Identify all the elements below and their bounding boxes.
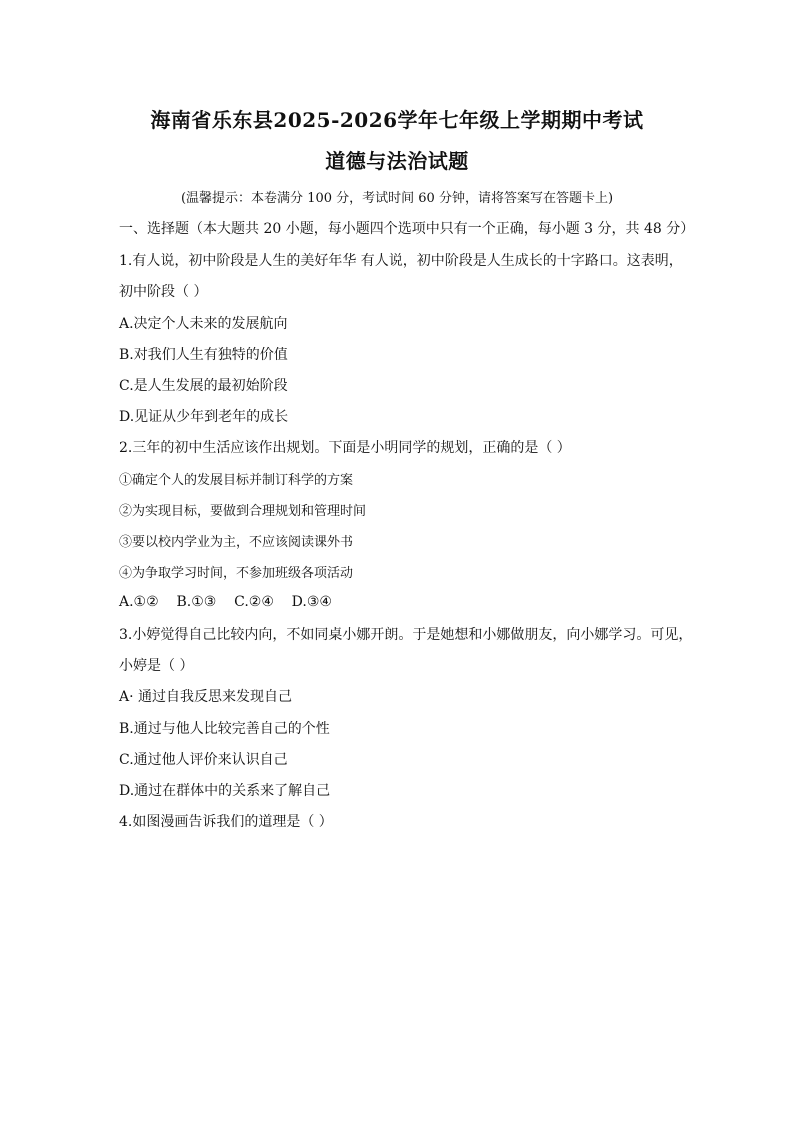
question-2-item-2: ②为实现目标，要做到合理规划和管理时间 xyxy=(119,504,367,519)
exam-subject: 道德与法治试题 xyxy=(325,149,469,173)
question-3-option-d: D.通过在群体中的关系来了解自己 xyxy=(119,783,331,799)
question-1-stem: 1.有人说，初中阶段是人生的美好年华 有人说，初中阶段是人生成长的十字路口。这表明， xyxy=(119,253,683,269)
question-2-item-4: ④为争取学习时间，不参加班级各项活动 xyxy=(119,566,354,581)
question-3-stem-cont: 小婷是（ ） xyxy=(119,658,194,674)
question-3-option-a: A· 通过自我反思来发现自己 xyxy=(119,689,293,705)
question-1-stem-cont: 初中阶段（ ） xyxy=(119,284,208,300)
exam-title: 海南省乐东县2025-2026学年七年级上学期期中考试 xyxy=(150,108,644,132)
question-2-item-3: ③要以校内学业为主，不应该阅读课外书 xyxy=(119,535,354,550)
question-1-option-a: A.决定个人未来的发展航向 xyxy=(119,316,288,332)
question-4-stem: 4.如图漫画告诉我们的道理是（ ） xyxy=(119,814,333,830)
exam-note: (温馨提示：本卷满分 100 分，考试时间 60 分钟，请将答案写在答题卡上) xyxy=(180,191,614,206)
question-2-options: A.①② B.①③ C.②④ D.③④ xyxy=(119,594,332,610)
question-2-stem: 2.三年的初中生活应该作出规划。下面是小明同学的规划，正确的是（ ） xyxy=(119,440,571,456)
question-2-item-1: ①确定个人的发展目标并制订科学的方案 xyxy=(119,473,354,488)
question-3-option-c: C.通过他人评价来认识自己 xyxy=(119,752,288,768)
question-3-stem: 3.小婷觉得自己比较内向，不如同桌小娜开朗。于是她想和小娜做朋友，向小娜学习。可见， xyxy=(119,627,693,643)
question-1-option-d: D.见证从少年到老年的成长 xyxy=(119,409,289,425)
question-1-option-b: B.对我们人生有独特的价值 xyxy=(119,347,288,363)
question-1-option-c: C.是人生发展的最初始阶段 xyxy=(119,378,288,394)
question-3-option-b: B.通过与他人比较完善自己的个性 xyxy=(119,721,330,737)
section-heading: 一、选择题（本大题共 20 小题，每小题四个选项中只有一个正确，每小题 3 分，共 48 分） xyxy=(119,221,695,237)
